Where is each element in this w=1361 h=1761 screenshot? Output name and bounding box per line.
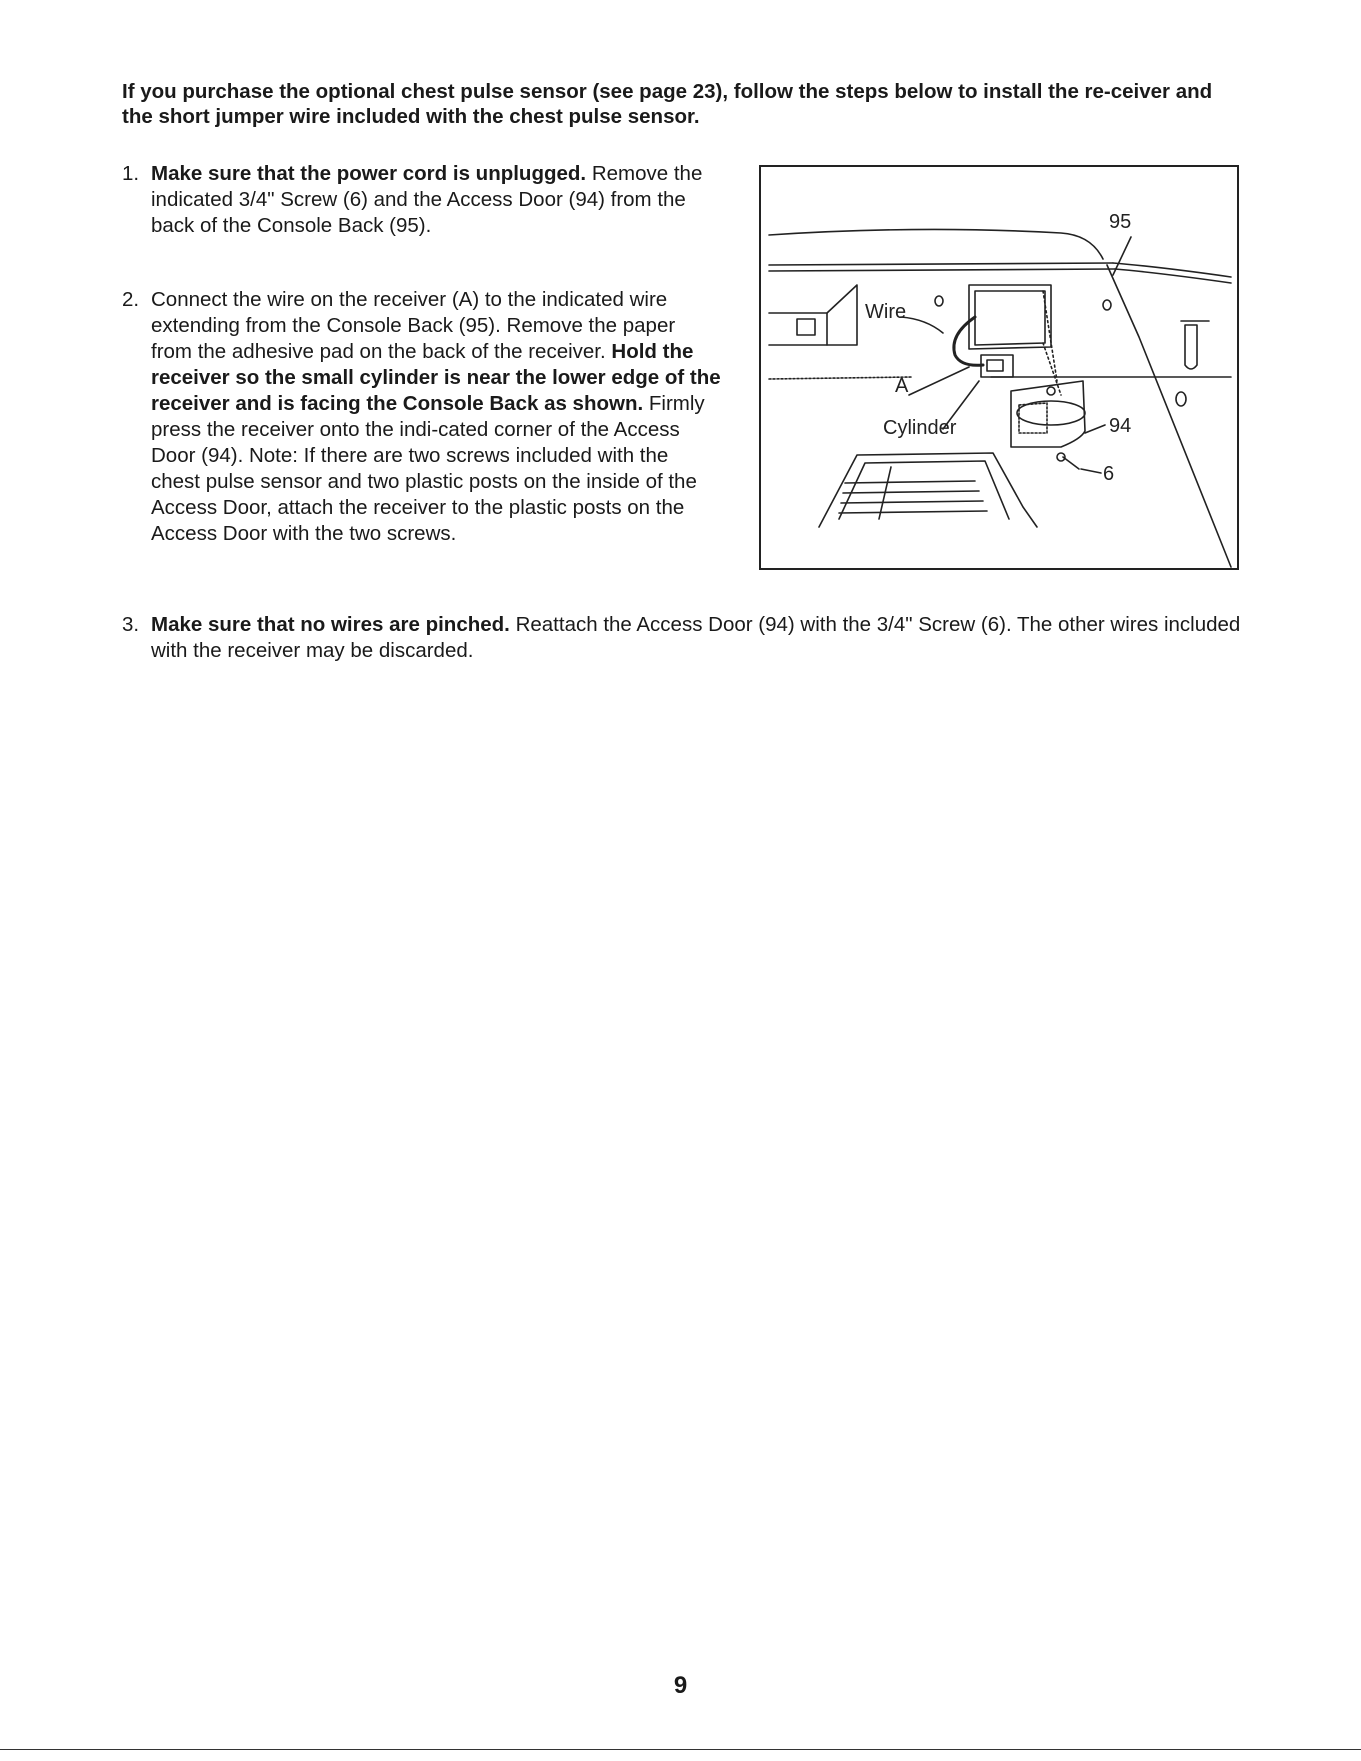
callout-wire: Wire xyxy=(865,301,907,323)
bottom-rule xyxy=(0,1749,1361,1750)
step-bold-mid: Hold the receiver so the small cylinder is near the lower edge of the receiver and is facing the Console Back as shown. xyxy=(151,340,721,415)
callout-95: 95 xyxy=(1109,211,1132,233)
step-text xyxy=(151,287,721,547)
step-text xyxy=(151,612,1251,664)
step-bold-lead: Make sure that the power cord is unplugged. xyxy=(151,162,587,185)
intro-paragraph: If you purchase the optional chest pulse sensor (see page 23), follow the steps below to install the re-ceiver and the short jumper wire included with the chest pulse sensor. xyxy=(122,80,1213,128)
callout-6: 6 xyxy=(1103,463,1115,485)
step-number: 1. xyxy=(122,162,140,185)
callout-94: 94 xyxy=(1109,415,1132,437)
page-number: 9 xyxy=(673,1672,688,1699)
step-body-before: Connect the wire on the receiver (A) to the indicated wire extending from the Console Back (95). Remove the paper from the adhesive pad on the back of the receiver. xyxy=(151,288,676,363)
callout-a: A xyxy=(895,375,909,397)
callout-cylinder: Cylinder xyxy=(883,417,957,439)
console-back-illustration xyxy=(761,167,1237,568)
step-number: 2. xyxy=(122,288,140,311)
step-body: Remove the indicated 3/4" Screw (6) and the Access Door (94) from the back of the Console Back (95). xyxy=(151,162,703,237)
step-body-after: Firmly press the receiver onto the indi-cated corner of the Access Door (94). Note: If there are two screws included with the chest pulse sensor and two plastic posts on the inside of the Access Door, attach the receiver to the plastic posts on the Access Door with the two screws. xyxy=(151,392,705,545)
assembly-figure xyxy=(759,165,1239,570)
step-body: Reattach the Access Door (94) with the 3/4" Screw (6). The other wires included with the receiver may be discarded. xyxy=(151,613,1241,662)
step-number: 3. xyxy=(122,613,140,636)
step-text xyxy=(151,161,721,239)
step-bold-lead: Make sure that no wires are pinched. xyxy=(151,613,510,636)
